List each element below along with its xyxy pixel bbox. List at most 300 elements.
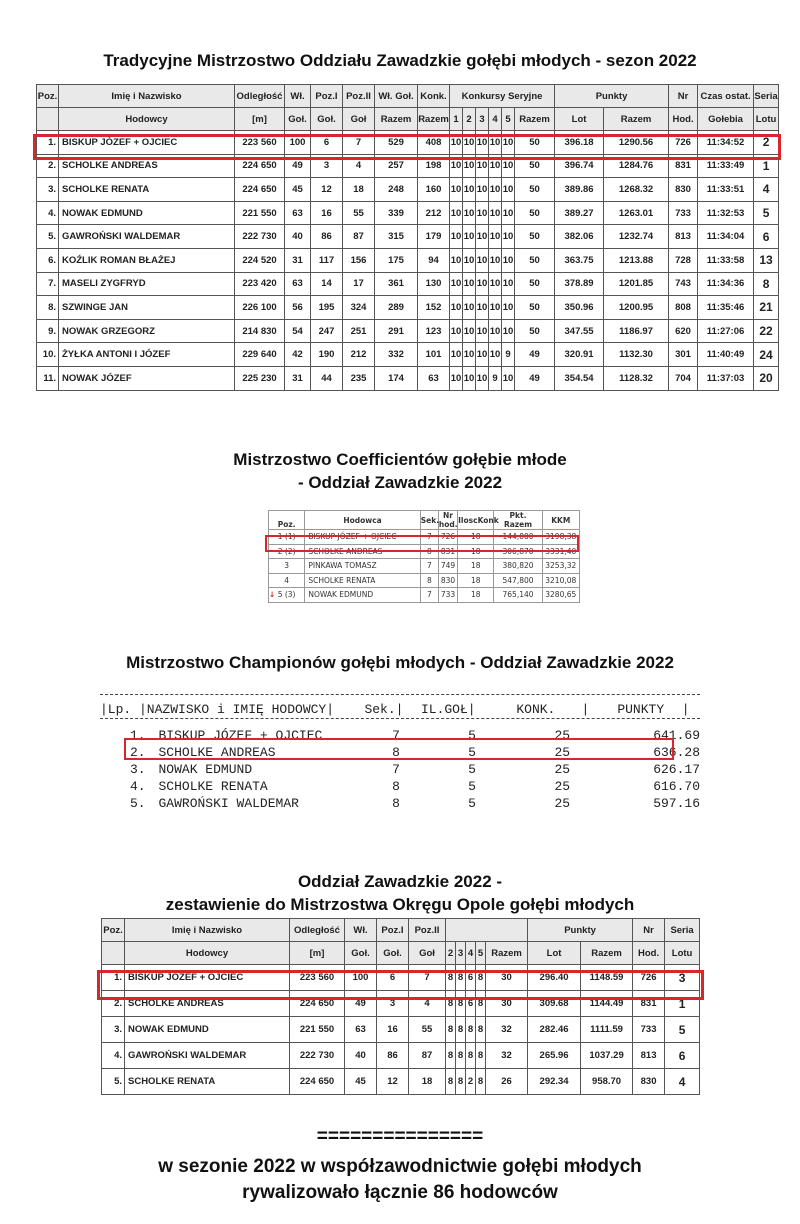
table-cell: 5 (468, 728, 476, 743)
table-cell: 10 (476, 201, 489, 225)
table-cell: 726 (669, 131, 698, 155)
column-header: Konk. (418, 85, 450, 108)
table-cell: 3253,32 (542, 559, 579, 574)
table-cell: 25 (554, 762, 571, 777)
table-cell: 4. (102, 1043, 125, 1069)
table-cell: NOWAK EDMUND (158, 762, 253, 777)
table-row (37, 319, 779, 343)
column-header: Imię i Nazwisko (125, 919, 290, 942)
table-cell: 1144.49 (581, 991, 633, 1017)
table-cell: 50 (515, 248, 555, 272)
column-subheader: Razem (581, 942, 633, 965)
table-cell: 9. (37, 319, 59, 343)
table-cell: 1037.29 (581, 1043, 633, 1069)
table-cell: SCHOLKE ANDREAS (125, 991, 290, 1017)
table-cell: 332 (375, 343, 418, 367)
table-cell: 21 (754, 296, 779, 320)
table-cell: 94 (418, 248, 450, 272)
table-cell: 11:33:58 (698, 248, 754, 272)
column-header: Poz.II (343, 85, 375, 108)
column-subheader: Goł. (285, 108, 311, 131)
table-cell: 50 (515, 296, 555, 320)
table-cell: 7 (392, 728, 400, 743)
table-cell: 10 (450, 319, 463, 343)
table-cell: 26 (486, 1069, 528, 1095)
table-cell: 620 (669, 319, 698, 343)
table-cell: 11:34:04 (698, 225, 754, 249)
table-cell: 130 (418, 272, 450, 296)
table-cell: 160 (418, 178, 450, 202)
table-cell: 13 (754, 248, 779, 272)
table-cell: 3. (37, 178, 59, 202)
column-subheader: Goł. (345, 942, 377, 965)
table-cell: 2 (754, 131, 779, 155)
table-cell: 152 (418, 296, 450, 320)
table-cell: 309.68 (528, 991, 581, 1017)
table-cell: 813 (633, 1043, 665, 1069)
table-cell: NOWAK JÓZEF (59, 366, 235, 390)
table-cell: 808 (669, 296, 698, 320)
table-cell: 4. (37, 201, 59, 225)
table-cell: 4 (269, 573, 305, 588)
table-row (37, 178, 779, 202)
table-cell: 224 520 (235, 248, 285, 272)
table-cell: 1 (665, 991, 700, 1017)
table-cell: 190 (311, 343, 343, 367)
column-header: Poz.II (409, 919, 446, 942)
table-cell: 1284.76 (604, 154, 669, 178)
column-header: Punkty (528, 919, 633, 942)
table-cell: 10 (463, 319, 476, 343)
column-header: | (681, 702, 690, 717)
table-cell: 10 (489, 296, 502, 320)
table-cell: 10 (489, 225, 502, 249)
table-cell: NOWAK EDMUND (59, 201, 235, 225)
table-cell: 174 (375, 366, 418, 390)
table-cell: 1. (130, 728, 146, 743)
column-subheader: Razem (515, 108, 555, 131)
table-cell: GAWROŃSKI WALDEMAR (158, 796, 299, 811)
section1-title: Tradycyjne Mistrzostwo Oddziału Zawadzkie gołębi młodych - sezon 2022 (103, 51, 697, 70)
table-cell: 958.70 (581, 1069, 633, 1095)
table-cell: 8 (446, 991, 456, 1017)
table-cell: 5 (468, 796, 476, 811)
column-header: Sek. (420, 511, 438, 530)
champions-table (100, 688, 700, 812)
table-cell: 221 550 (290, 1017, 345, 1043)
table-cell: 212 (418, 201, 450, 225)
table-cell: 1128.32 (604, 366, 669, 390)
table-cell: 10 (476, 225, 489, 249)
table-cell: 8 (446, 1017, 456, 1043)
table-cell: 49 (345, 991, 377, 1017)
table-cell: 40 (285, 225, 311, 249)
table-cell: 6 (311, 131, 343, 155)
table-cell: 224 650 (235, 178, 285, 202)
table-cell: 56 (285, 296, 311, 320)
table-cell: 324 (343, 296, 375, 320)
table-cell: 175 (375, 248, 418, 272)
column-subheader: Hodowcy (59, 108, 235, 131)
table-cell: 10 (502, 178, 515, 202)
table-cell: 7 (392, 762, 400, 777)
table-cell: 10 (463, 201, 476, 225)
table-cell: 382.06 (555, 225, 604, 249)
table-cell: 251 (343, 319, 375, 343)
table-cell: 8 (476, 965, 486, 991)
table-cell: 257 (375, 154, 418, 178)
table-cell: 144,800 (494, 530, 542, 545)
table-cell: SCHOLKE RENATA (305, 573, 420, 588)
table-cell: 8 (392, 779, 400, 794)
column-header: Sek.| (364, 702, 404, 717)
table-cell: 265.96 (528, 1043, 581, 1069)
table-cell: 1201.85 (604, 272, 669, 296)
table-cell: 50 (515, 272, 555, 296)
table-cell: 8 (754, 272, 779, 296)
table-row (102, 1069, 700, 1095)
table-cell: 726 (633, 965, 665, 991)
table-cell: 2. (130, 745, 146, 760)
table-cell: 101 (418, 343, 450, 367)
table-row (37, 343, 779, 367)
table-cell: ŻYŁKA ANTONI I JÓZEF (59, 343, 235, 367)
table-cell: 5 (665, 1017, 700, 1043)
table-cell: 225 230 (235, 366, 285, 390)
table-cell: 296.40 (528, 965, 581, 991)
table-cell: 214 830 (235, 319, 285, 343)
column-subheader: [m] (290, 942, 345, 965)
table-cell: 100 (345, 965, 377, 991)
table-row (100, 744, 700, 761)
table-cell: 10 (450, 366, 463, 390)
table-cell: 5. (37, 225, 59, 249)
table-cell: 320.91 (555, 343, 604, 367)
table-cell: 247 (311, 319, 343, 343)
column-subheader: 2 (463, 108, 476, 131)
table-cell: 10 (489, 343, 502, 367)
table-cell: 223 420 (235, 272, 285, 296)
column-subheader: 2 (446, 942, 456, 965)
footer-line1: w sezonie 2022 w współzawodnictwie gołębi młodych (158, 1156, 642, 1177)
table-cell: 1268.32 (604, 178, 669, 202)
table-cell: 315 (375, 225, 418, 249)
table-row (100, 727, 700, 744)
table-cell: 10 (450, 131, 463, 155)
table-cell: SCHOLKE RENATA (158, 779, 268, 794)
table-cell: 1263.01 (604, 201, 669, 225)
table-cell: 10 (502, 272, 515, 296)
table-cell: NOWAK GRZEGORZ (59, 319, 235, 343)
table-cell: 224 650 (290, 991, 345, 1017)
column-subheader: Hod. (633, 942, 665, 965)
column-header: Punkty (555, 85, 669, 108)
table-cell: 361 (375, 272, 418, 296)
table-cell: 49 (515, 366, 555, 390)
table-cell: 7 (343, 131, 375, 155)
table-cell: 10 (489, 154, 502, 178)
table-cell: 123 (418, 319, 450, 343)
table-cell: 8 (420, 573, 438, 588)
section4-title-line2: zestawienie do Mistrzostwa Okręgu Opole gołębi młodych (165, 895, 635, 914)
table-cell: 50 (515, 154, 555, 178)
table-cell: 6 (466, 991, 476, 1017)
table-cell: 726 (438, 530, 457, 545)
table-cell: 25 (554, 728, 571, 743)
table-row (269, 544, 580, 559)
table-cell: 87 (343, 225, 375, 249)
table-cell: 6 (377, 965, 409, 991)
table-cell: 226 100 (235, 296, 285, 320)
footer-line2: rywalizowało łącznie 86 hodowców (242, 1182, 558, 1203)
table-cell: BISKUP JÓZEF + OJCIEC (125, 965, 290, 991)
table-cell: 16 (311, 201, 343, 225)
table-cell: 3 (665, 965, 700, 991)
table-cell: 1200.95 (604, 296, 669, 320)
table-cell: 10 (489, 178, 502, 202)
table-cell: 1186.97 (604, 319, 669, 343)
table-cell: 1111.59 (581, 1017, 633, 1043)
column-header: Konkursy Seryjne (450, 85, 555, 108)
table-cell: 20 (754, 366, 779, 390)
table-cell: MASELI ZYGFRYD (59, 272, 235, 296)
table-cell: 7. (37, 272, 59, 296)
table-cell: 289 (375, 296, 418, 320)
table-cell: 10 (502, 366, 515, 390)
table-cell: 1290.56 (604, 131, 669, 155)
table-cell: 63 (285, 201, 311, 225)
table-cell: 10 (502, 154, 515, 178)
table-cell: 3198,38 (542, 530, 579, 545)
table-cell: SZWINGE JAN (59, 296, 235, 320)
table-cell: 408 (418, 131, 450, 155)
table-cell: 11:33:49 (698, 154, 754, 178)
table-cell: 11:34:52 (698, 131, 754, 155)
table-cell: 222 730 (235, 225, 285, 249)
column-subheader (102, 942, 125, 965)
table-cell: 12 (311, 178, 343, 202)
table-cell: 5 (468, 745, 476, 760)
table-cell (269, 588, 305, 603)
table-cell: 86 (311, 225, 343, 249)
table-cell: 380,820 (494, 559, 542, 574)
table-cell: 10 (476, 343, 489, 367)
table-cell: 6 (466, 965, 476, 991)
column-header: Wł. Goł. (375, 85, 418, 108)
table-cell: GAWROŃSKI WALDEMAR (59, 225, 235, 249)
column-subheader: Razem (418, 108, 450, 131)
table-cell: 8 (456, 965, 466, 991)
table-cell: 3 (311, 154, 343, 178)
table-cell: 5. (102, 1069, 125, 1095)
table-cell: 10 (450, 225, 463, 249)
district-summary-table (101, 918, 700, 1095)
table-cell: 63 (345, 1017, 377, 1043)
column-header: | (581, 702, 590, 717)
table-cell: 17 (343, 272, 375, 296)
table-cell: SCHOLKE RENATA (125, 1069, 290, 1095)
table-cell: 235 (343, 366, 375, 390)
table-row (269, 588, 580, 603)
table-cell: 10 (463, 248, 476, 272)
table-cell: 11:33:51 (698, 178, 754, 202)
table-cell: 221 550 (235, 201, 285, 225)
column-header: |Lp. |NAZWISKO i IMIĘ HODOWCY| (100, 702, 335, 717)
table-cell: 641.69 (653, 728, 700, 743)
column-subheader: 3 (476, 108, 489, 131)
table-cell: 10 (502, 225, 515, 249)
table-cell: 9 (489, 366, 502, 390)
table-cell: 11:40:49 (698, 343, 754, 367)
table-cell: 529 (375, 131, 418, 155)
table-row (37, 248, 779, 272)
table-cell: 156 (343, 248, 375, 272)
table-row (37, 296, 779, 320)
table-cell: 396.18 (555, 131, 604, 155)
column-header: Seria (754, 85, 779, 108)
column-subheader: Lotu (665, 942, 700, 965)
table-cell: 8. (37, 296, 59, 320)
table-cell: BISKUP JÓZEF + OJCIEC (158, 728, 323, 743)
column-header: KONK. (516, 702, 556, 717)
column-subheader: Razem (375, 108, 418, 131)
table-cell: 282.46 (528, 1017, 581, 1043)
table-cell: 10 (463, 366, 476, 390)
table-cell: 8 (446, 1069, 456, 1095)
table-cell: 1. (37, 131, 59, 155)
table-cell: 42 (285, 343, 311, 367)
table-cell: 765,140 (494, 588, 542, 603)
column-subheader: 3 (456, 942, 466, 965)
table-cell: 733 (633, 1017, 665, 1043)
table-cell: 8 (456, 1043, 466, 1069)
table-cell: 117 (311, 248, 343, 272)
table-cell: 1 (1) (269, 530, 305, 545)
table-cell: 306,870 (494, 544, 542, 559)
table-cell: 597.16 (653, 796, 700, 811)
table-cell: 18 (458, 530, 494, 545)
table-row (102, 991, 700, 1017)
table-cell: 223 560 (290, 965, 345, 991)
table-cell: 2. (37, 154, 59, 178)
table-cell: 389.86 (555, 178, 604, 202)
table-cell: SCHOLKE ANDREAS (59, 154, 235, 178)
table-cell: SCHOLKE ANDREAS (158, 745, 276, 760)
table-row (100, 778, 700, 795)
table-cell: 8 (456, 1069, 466, 1095)
table-cell: NOWAK EDMUND (305, 588, 420, 603)
table-cell: 8 (446, 1043, 456, 1069)
table-cell: 10 (463, 296, 476, 320)
column-header: IL.GOŁ| (420, 702, 476, 717)
column-header: Poz.I (377, 919, 409, 942)
table-cell: 5. (130, 796, 146, 811)
table-cell: 10 (450, 248, 463, 272)
table-cell: 11. (37, 366, 59, 390)
table-cell: 10 (450, 272, 463, 296)
table-cell: 10 (476, 296, 489, 320)
table-cell: 31 (285, 366, 311, 390)
table-cell: 18 (458, 588, 494, 603)
table-row (269, 559, 580, 574)
table-cell: 1148.59 (581, 965, 633, 991)
table-row (100, 795, 700, 812)
table-cell: 10 (489, 131, 502, 155)
table-cell: 10 (502, 248, 515, 272)
down-arrow-icon: ↓ (269, 590, 276, 600)
table-row (37, 131, 779, 155)
table-cell: 363.75 (555, 248, 604, 272)
section4-title-line1: Oddział Zawadzkie 2022 - (297, 872, 503, 891)
column-header: Poz.I (311, 85, 343, 108)
table-cell: 8 (446, 965, 456, 991)
table-cell: SCHOLKE ANDREAS (305, 544, 420, 559)
column-subheader: Goł (343, 108, 375, 131)
table-cell: 87 (409, 1043, 446, 1069)
table-cell: 10 (463, 225, 476, 249)
table-cell: 6 (665, 1043, 700, 1069)
table-row (102, 965, 700, 991)
table-cell: 2 (466, 1069, 476, 1095)
table-cell: 8 (476, 1043, 486, 1069)
table-cell: 4 (409, 991, 446, 1017)
table-cell: 728 (669, 248, 698, 272)
table-cell: 10 (489, 319, 502, 343)
column-subheader: Goł (409, 942, 446, 965)
table-cell: 3280,65 (542, 588, 579, 603)
table-cell: 10 (489, 272, 502, 296)
table-row (102, 1017, 700, 1043)
table-cell: 55 (343, 201, 375, 225)
table-cell: 7 (420, 530, 438, 545)
table-cell: 704 (669, 366, 698, 390)
column-subheader: Lotu (754, 108, 779, 131)
table-cell: 224 650 (290, 1069, 345, 1095)
table-cell: 63 (418, 366, 450, 390)
table-cell: 1132.30 (604, 343, 669, 367)
column-header: Wł. (345, 919, 377, 942)
table-cell: 2 (2) (269, 544, 305, 559)
table-cell: 10 (476, 154, 489, 178)
column-header: Hodowca (305, 511, 420, 530)
table-cell: 86 (377, 1043, 409, 1069)
table-cell: 10 (450, 296, 463, 320)
column-header: Odległość (290, 919, 345, 942)
section2-title-line2: - Oddział Zawadzkie 2022 (297, 473, 503, 492)
table-cell: 50 (515, 319, 555, 343)
column-subheader: 5 (476, 942, 486, 965)
table-cell: 8 (420, 544, 438, 559)
column-header (446, 919, 528, 942)
table-cell: 16 (377, 1017, 409, 1043)
table-row (102, 1043, 700, 1069)
column-subheader: Hod. (669, 108, 698, 131)
table-cell: 347.55 (555, 319, 604, 343)
table-cell: 3. (102, 1017, 125, 1043)
table-cell: 14 (311, 272, 343, 296)
table-row (269, 573, 580, 588)
table-cell: 7 (420, 559, 438, 574)
table-cell: 18 (343, 178, 375, 202)
table-cell: 50 (515, 131, 555, 155)
table-cell: 830 (438, 573, 457, 588)
table-cell: 749 (438, 559, 457, 574)
table-cell: 1. (102, 965, 125, 991)
table-cell: 54 (285, 319, 311, 343)
column-subheader: 5 (502, 108, 515, 131)
column-header: Imię i Nazwisko (59, 85, 235, 108)
column-subheader: 4 (489, 108, 502, 131)
